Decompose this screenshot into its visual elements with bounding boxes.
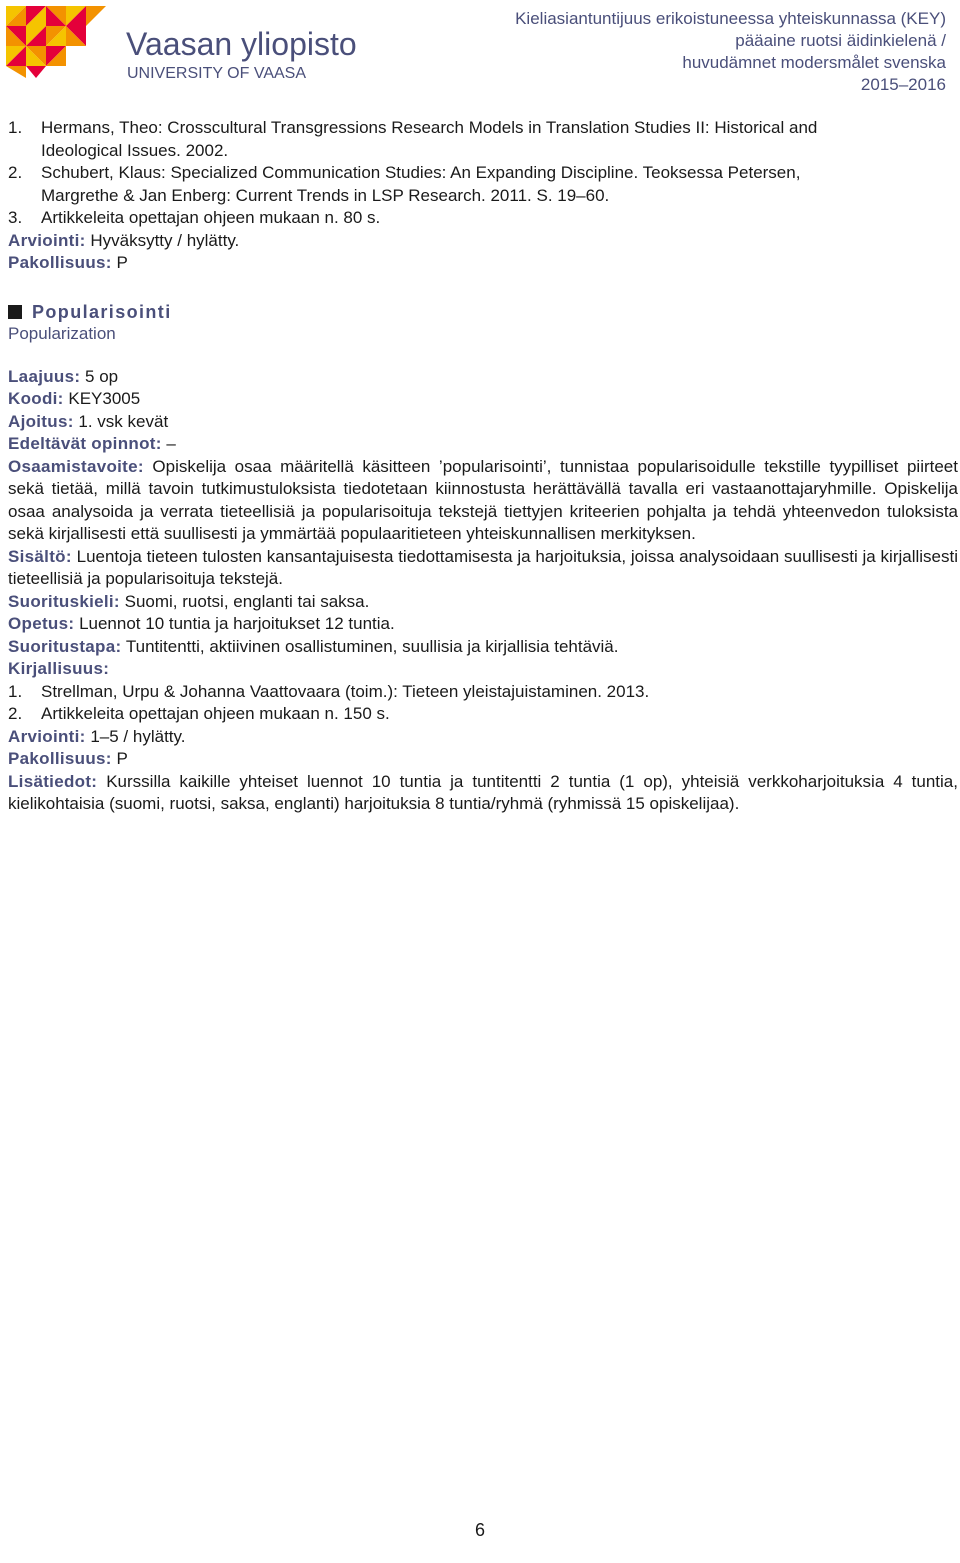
assessment-row: Arviointi: Hyväksytty / hylätty. [8,230,240,250]
literature-item: 3. Artikkeleita opettajan ohjeen mukaan n. 80 s. [8,208,381,227]
logo-university-subtitle: UNIVERSITY OF VAASA [127,65,307,82]
university-logo [6,6,406,86]
program-line: 2015–2016 [860,75,946,94]
compulsory-row: Pakollisuus: P [8,749,128,768]
scope-row: Laajuus: 5 op [8,366,119,386]
timing-row: Ajoitus: 1. vsk kevät [8,411,169,431]
content-row: Sisältö: Luentoja tieteen tulosten kansantajuisesta tiedottamisesta ja harjoituksia, joissa analysoidaan suullisesti ja kirjallisesti tieteellisiä ja popularisoituja tekstejä. [8,546,958,588]
program-line: pääaine ruotsi äidinkielenä / [735,31,946,50]
assessment-row: Arviointi: 1–5 / hylätty. [8,726,186,746]
page-header [0,0,960,100]
program-line: huvudämnet modersmålet svenska [682,53,946,72]
literature-item-continuation: Ideological Issues. 2002. [41,140,229,160]
learning-outcomes-row: Osaamistavoite: Opiskelija osaa määritellä käsitteen ’popularisointi’, tunnistaa popularisoidulle tekstille tyypilliset piirteet sekä tietää, millä tavoin tutkimustuloksista tiedotetaan kiinnostusta herättävällä tavalla eri vastaanottajaryhmille. Opiskelija osaa analysoida ja verrata tieteellisiä ja popularisoituja tekstejä tiettyjen kriteerien pohjalta ja tehdä yhteenvedon tuloksista sekä kirjallisesti että suullisesti ja ymmärtää populaaritieteen yhteiskunnallisen merkityksen. [8,456,958,543]
program-line: Kieliasiantuntijuus erikoistuneessa yhteiskunnassa (KEY) [515,9,946,28]
course-subtitle: Popularization [8,324,116,343]
logo-university-name: Vaasan yliopisto [126,26,357,62]
page-content [8,117,958,816]
teaching-row: Opetus: Luennot 10 tuntia ja harjoitukset 12 tuntia. [8,614,395,633]
bullet-square-icon [8,305,22,319]
compulsory-row: Pakollisuus: P [8,253,128,272]
completion-method-row: Suoritustapa: Tuntitentti, aktiivinen osallistuminen, suullisia ja kirjallisia tehtäviä. [8,636,619,656]
literature-item: 2. Artikkeleita opettajan ohjeen mukaan n. 150 s. [8,704,390,723]
literature-item: 1. Hermans, Theo: Crosscultural Transgressions Research Models in Translation Studies II: Historical and [8,118,818,137]
page-number: 6 [474,1520,485,1540]
literature-item: 2. Schubert, Klaus: Specialized Communication Studies: An Expanding Discipline. Teoksessa Petersen, [8,163,801,182]
previous-course-literature [8,117,958,230]
program-heading [515,8,946,96]
prerequisites-row: Edeltävät opinnot: – [8,434,176,453]
code-row: Koodi: KEY3005 [8,389,141,408]
course-title: Popularisointi [8,301,958,324]
literature-item-continuation: Margrethe & Jan Enberg: Current Trends in LSP Research. 2011. S. 19–60. [41,185,610,205]
logo-mark-icon [6,6,106,78]
language-row: Suorituskieli: Suomi, ruotsi, englanti tai saksa. [8,591,370,611]
literature-heading: Kirjallisuus: [8,659,110,678]
additional-info-row: Lisätiedot: Kurssilla kaikille yhteiset luennot 10 tuntia ja tuntitentti 2 tuntia (1 op), yhteisiä verkkoharjoituksia 4 tuntia, kielikohtaisia (suomi, ruotsi, saksa, englanti) harjoituksia 8 tuntia/ryhmä (ryhmissä 15 opiskelijaa). [8,771,958,813]
literature-item: 1. Strellman, Urpu & Johanna Vaattovaara (toim.): Tieteen yleistajuistaminen. 2013. [8,681,650,701]
